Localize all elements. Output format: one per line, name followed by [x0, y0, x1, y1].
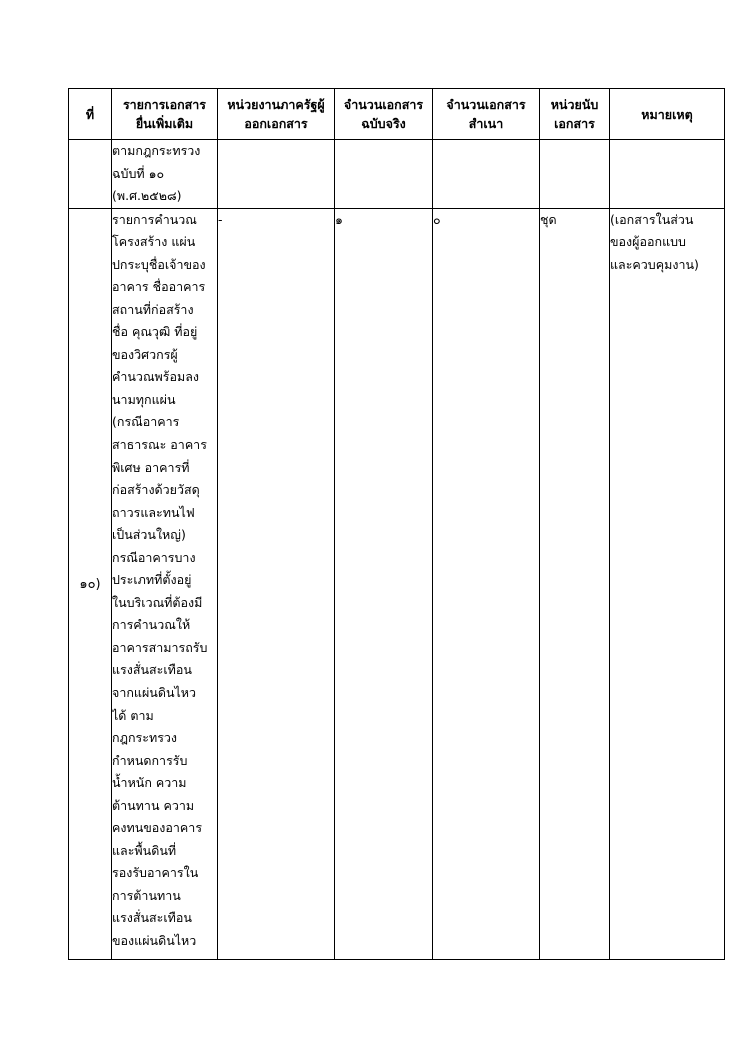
item-line: แรงสั่นสะเทือน: [112, 662, 192, 678]
cell-remark-empty: [610, 140, 725, 209]
header-item-line: ยื่นเพิ่มเติม: [135, 116, 194, 131]
cell-original-count: ๑: [335, 208, 433, 959]
header-agency: [218, 89, 335, 140]
item-line: พิเศษ อาคารที่: [112, 459, 190, 475]
item-line: กรณีอาคารบาง: [112, 549, 196, 565]
item-line: กฎกระทรวง: [112, 730, 178, 746]
item-line: ถาวรและทนไฟ: [112, 504, 195, 520]
header-original: [335, 89, 433, 140]
item-line: การคำนวณให้: [112, 617, 191, 633]
item-line: สาธารณะ อาคาร: [112, 436, 207, 452]
item-line: ต้านทาน ความ: [112, 797, 195, 813]
table-row-continued: [69, 140, 725, 209]
item-line: สถานที่ก่อสร้าง: [112, 301, 194, 317]
item-line: ของวิศวกรผู้: [112, 346, 178, 362]
item-line: รองรับอาคารใน: [112, 865, 199, 881]
cell-no: ๑๐): [69, 208, 112, 959]
item-line: ชื่อ คุณวุฒิ ที่อยู่: [112, 324, 198, 340]
header-remark: หมายเหตุ: [610, 89, 725, 140]
cell-agency: -: [218, 208, 335, 959]
item-line: อาคาร ชื่ออาคาร: [112, 279, 206, 295]
cell-item: [112, 208, 218, 959]
documents-table: [68, 88, 725, 960]
item-line: จากแผ่นดินไหว: [112, 684, 197, 700]
header-agency-line: หน่วยงานภาครัฐผู้: [227, 97, 325, 112]
remark-line: และควบคุมงาน): [610, 256, 699, 272]
item-line: คงทนของอาคาร: [112, 820, 203, 836]
item-line: คำนวณพร้อมลง: [112, 369, 200, 385]
item-line: นามทุกแผ่น: [112, 391, 176, 407]
table-row-10: [69, 208, 725, 959]
item-line: กำหนดการรับ: [112, 752, 188, 768]
item-line: การต้านทาน: [112, 887, 181, 903]
cell-unit: ชุด: [540, 208, 610, 959]
header-copy: [433, 89, 540, 140]
item-line: ในบริเวณที่ต้องมี: [112, 594, 203, 610]
header-unit-line: เอกสาร: [554, 116, 595, 131]
header-original-line: จำนวนเอกสาร: [343, 97, 424, 112]
header-row: [69, 89, 725, 140]
item-line: ก่อสร้างด้วยวัสดุ: [112, 482, 200, 498]
item-line: รายการคำนวณ: [112, 211, 197, 227]
header-unit-line: หน่วยนับ: [550, 97, 599, 112]
cell-unit-empty: [540, 140, 610, 209]
cell-remark: [610, 208, 725, 959]
cell-no-empty: [69, 140, 112, 209]
item-line: ปกระบุชื่อเจ้าของ: [112, 256, 206, 272]
cell-agency-empty: [218, 140, 335, 209]
header-copy-line: จำนวนเอกสาร: [446, 97, 526, 112]
header-item: [112, 89, 218, 140]
item-line: อาคารสามารถรับ: [112, 639, 208, 655]
item-line: เป็นส่วนใหญ่): [112, 527, 186, 543]
cell-copy-empty: [433, 140, 540, 209]
item-line: (พ.ศ.๒๕๒๘): [112, 188, 182, 203]
header-item-line: รายการเอกสาร: [122, 97, 207, 112]
item-line: ของแผ่นดินไหว: [112, 933, 197, 948]
item-line: น้ำหนัก ความ: [112, 775, 187, 791]
header-original-line: ฉบับจริง: [361, 116, 406, 131]
item-line: และพื้นดินที่: [112, 842, 177, 858]
item-line: ประเภทที่ตั้งอยู่: [112, 572, 192, 588]
item-line: แรงสั่นสะเทือน: [112, 910, 192, 926]
item-line: ฉบับที่ ๑๐: [112, 165, 165, 181]
item-line: (กรณีอาคาร: [112, 414, 180, 430]
remark-line: (เอกสารในส่วน: [610, 211, 694, 227]
header-agency-line: ออกเอกสาร: [244, 116, 308, 131]
remark-line: ของผู้ออกแบบ: [610, 234, 686, 249]
cell-item-continued: [112, 140, 218, 209]
header-no: ที่: [69, 89, 112, 140]
cell-copy-count: ๐: [433, 208, 540, 959]
item-line: ตามกฎกระทรวง: [112, 143, 201, 158]
header-copy-line: สำเนา: [468, 116, 504, 131]
item-line: โครงสร้าง แผ่น: [112, 234, 196, 250]
header-unit: [540, 89, 610, 140]
cell-original-empty: [335, 140, 433, 209]
item-line: ได้ ตาม: [112, 707, 154, 723]
